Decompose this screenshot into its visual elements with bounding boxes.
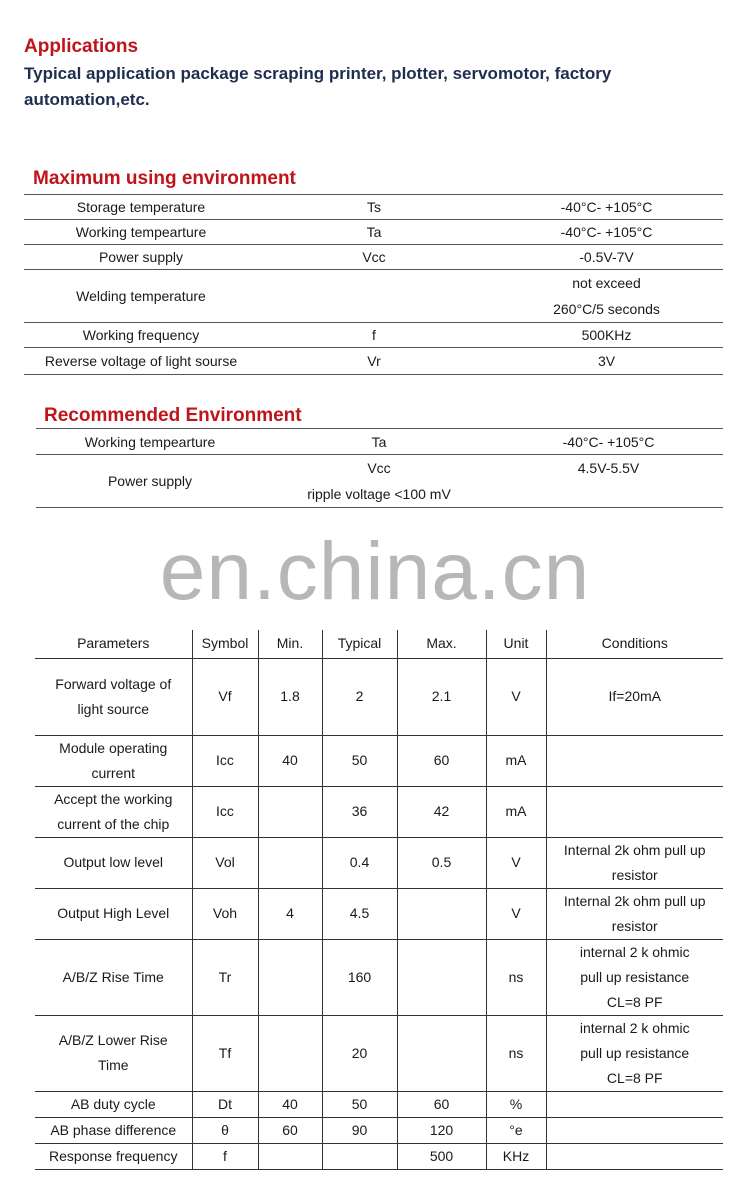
value-cell: 4.5V-5.5V <box>494 455 723 508</box>
value-cell: 3V <box>490 348 723 375</box>
symbol-cell: Vf <box>192 658 258 735</box>
param-cell: Power supply <box>24 245 258 270</box>
param-cell: Forward voltage of light source <box>35 658 192 735</box>
symbol-cell: f <box>258 323 490 348</box>
max-cell <box>397 888 486 939</box>
unit-cell: V <box>486 888 546 939</box>
typical-cell: 36 <box>322 786 397 837</box>
table-row <box>24 195 723 220</box>
conditions-cell: internal 2 k ohmic pull up resistance CL=8 PF <box>546 939 723 1015</box>
unit-cell: V <box>486 837 546 888</box>
unit-cell: mA <box>486 786 546 837</box>
param-cell: Reverse voltage of light sourse <box>24 348 258 375</box>
table-row <box>36 429 723 455</box>
symbol-cell: Vr <box>258 348 490 375</box>
symbol-cell <box>264 455 494 508</box>
max-cell <box>397 939 486 1015</box>
table-row <box>35 735 723 786</box>
symbol-cell: Ta <box>264 429 494 455</box>
col-header: Conditions <box>546 630 723 658</box>
value-cell: -40°C- +105°C <box>490 195 723 220</box>
typical-cell: 4.5 <box>322 888 397 939</box>
unit-cell: mA <box>486 735 546 786</box>
min-cell <box>258 837 322 888</box>
param-cell: Response frequency <box>35 1143 192 1169</box>
unit-cell: % <box>486 1091 546 1117</box>
symbol-cell: Ta <box>258 220 490 245</box>
max-cell <box>397 1015 486 1091</box>
max-cell: 60 <box>397 1091 486 1117</box>
rec-env-title: Recommended Environment <box>44 405 302 426</box>
conditions-cell: Internal 2k ohm pull up resistor <box>546 837 723 888</box>
symbol-cell: Dt <box>192 1091 258 1117</box>
ripple-note: ripple voltage <100 mV <box>307 486 451 502</box>
max-cell: 120 <box>397 1117 486 1143</box>
symbol-cell: Icc <box>192 786 258 837</box>
param-cell: AB duty cycle <box>35 1091 192 1117</box>
symbol-cell: Ts <box>258 195 490 220</box>
param-cell: Power supply <box>36 455 264 508</box>
max-cell: 60 <box>397 735 486 786</box>
col-header: Typical <box>322 630 397 658</box>
conditions-cell: internal 2 k ohmic pull up resistance CL=8 PF <box>546 1015 723 1091</box>
applications-title: Applications <box>24 36 139 57</box>
table-row <box>35 1143 723 1169</box>
min-cell: 60 <box>258 1117 322 1143</box>
applications-text: Typical application package scraping printer, plotter, servomotor, factory automation,etc. <box>24 64 612 109</box>
table-row <box>24 348 723 375</box>
param-cell: A/B/Z Lower Rise Time <box>35 1015 192 1091</box>
table-row <box>35 837 723 888</box>
conditions-cell <box>546 1143 723 1169</box>
param-cell: A/B/Z Rise Time <box>35 939 192 1015</box>
col-header: Min. <box>258 630 322 658</box>
max-env-table <box>24 194 723 375</box>
table-row <box>35 1117 723 1143</box>
param-cell: Welding temperature <box>24 270 258 323</box>
col-header: Symbol <box>192 630 258 658</box>
col-header: Max. <box>397 630 486 658</box>
unit-cell: °e <box>486 1117 546 1143</box>
min-cell <box>258 1015 322 1091</box>
symbol-cell: Voh <box>192 888 258 939</box>
table-row <box>36 455 723 508</box>
symbol-cell: f <box>192 1143 258 1169</box>
rec-env-table <box>36 428 723 508</box>
value-cell: -0.5V-7V <box>490 245 723 270</box>
typical-cell: 160 <box>322 939 397 1015</box>
typical-cell: 90 <box>322 1117 397 1143</box>
min-cell <box>258 939 322 1015</box>
value-cell: -40°C- +105°C <box>490 220 723 245</box>
table-row <box>35 786 723 837</box>
min-cell <box>258 1143 322 1169</box>
typical-cell <box>322 1143 397 1169</box>
table-row <box>35 1091 723 1117</box>
param-cell: Module operating current <box>35 735 192 786</box>
table-row <box>35 939 723 1015</box>
conditions-cell <box>546 1091 723 1117</box>
unit-cell: V <box>486 658 546 735</box>
typical-cell: 0.4 <box>322 837 397 888</box>
min-cell: 4 <box>258 888 322 939</box>
conditions-cell <box>546 1117 723 1143</box>
typical-cell: 50 <box>322 1091 397 1117</box>
typical-cell: 2 <box>322 658 397 735</box>
conditions-cell: Internal 2k ohm pull up resistor <box>546 888 723 939</box>
max-cell: 42 <box>397 786 486 837</box>
max-cell: 500 <box>397 1143 486 1169</box>
param-cell: AB phase difference <box>35 1117 192 1143</box>
symbol-text: Vcc <box>367 460 391 476</box>
table-row <box>24 245 723 270</box>
col-header: Unit <box>486 630 546 658</box>
max-env-title: Maximum using environment <box>33 168 296 189</box>
max-cell: 0.5 <box>397 837 486 888</box>
table-row <box>24 270 723 323</box>
typical-cell: 20 <box>322 1015 397 1091</box>
table-row <box>24 220 723 245</box>
table-row <box>35 1015 723 1091</box>
conditions-cell <box>546 735 723 786</box>
min-cell: 40 <box>258 735 322 786</box>
table-row <box>24 323 723 348</box>
symbol-cell: Icc <box>192 735 258 786</box>
symbol-cell <box>258 270 490 323</box>
min-cell: 1.8 <box>258 658 322 735</box>
table-row <box>35 658 723 735</box>
param-cell: Storage temperature <box>24 195 258 220</box>
typical-cell: 50 <box>322 735 397 786</box>
watermark: en.china.cn <box>159 526 591 617</box>
value-cell: 500KHz <box>490 323 723 348</box>
param-cell: Working tempearture <box>36 429 264 455</box>
col-header: Parameters <box>35 630 192 658</box>
symbol-cell: Vcc <box>258 245 490 270</box>
unit-cell: ns <box>486 939 546 1015</box>
param-cell: Output low level <box>35 837 192 888</box>
unit-cell: KHz <box>486 1143 546 1169</box>
param-cell: Working tempearture <box>24 220 258 245</box>
conditions-cell <box>546 786 723 837</box>
header-row <box>35 630 723 658</box>
param-cell: Working frequency <box>24 323 258 348</box>
conditions-cell: If=20mA <box>546 658 723 735</box>
min-cell <box>258 786 322 837</box>
param-cell: Output High Level <box>35 888 192 939</box>
symbol-cell: Tr <box>192 939 258 1015</box>
min-cell: 40 <box>258 1091 322 1117</box>
value-cell: -40°C- +105°C <box>494 429 723 455</box>
symbol-cell: Tf <box>192 1015 258 1091</box>
max-cell: 2.1 <box>397 658 486 735</box>
value-cell: not exceed 260°C/5 seconds <box>490 270 723 323</box>
params-table <box>35 630 723 1170</box>
param-cell: Accept the working current of the chip <box>35 786 192 837</box>
symbol-cell: Vol <box>192 837 258 888</box>
table-row <box>35 888 723 939</box>
symbol-cell: θ <box>192 1117 258 1143</box>
unit-cell: ns <box>486 1015 546 1091</box>
